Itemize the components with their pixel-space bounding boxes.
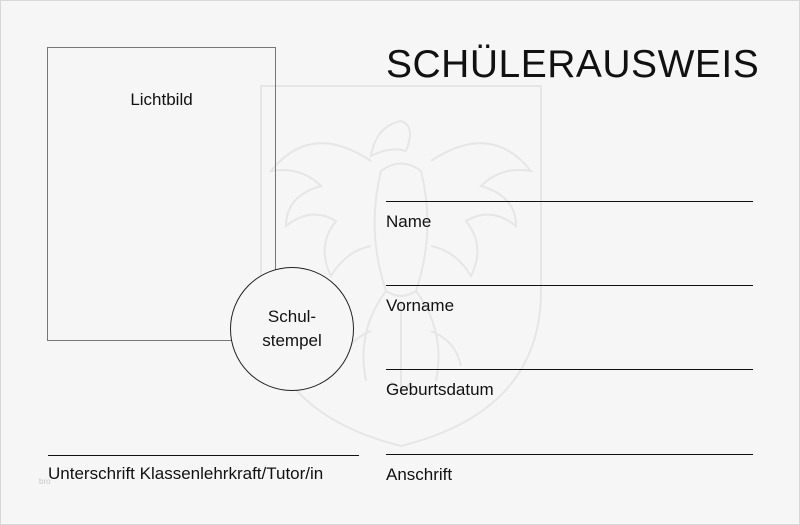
name-field-line (386, 201, 753, 202)
signature-label: Unterschrift Klassenlehrkraft/Tutor/in (48, 464, 324, 483)
corner-mark: bro (39, 477, 51, 486)
birthdate-field-line (386, 369, 753, 370)
signature-line (48, 455, 359, 456)
address-field-line (386, 454, 753, 455)
first-name-field-line (386, 285, 753, 286)
school-stamp-circle (230, 267, 354, 391)
name-field-label: Name (386, 212, 432, 231)
address-field-label: Anschrift (386, 465, 453, 484)
photo-label: Lichtbild (130, 90, 193, 109)
first-name-field-label: Vorname (386, 296, 455, 315)
page-title: SCHÜLERAUSWEIS (386, 43, 760, 86)
stamp-label-line2: stempel (262, 331, 322, 350)
birthdate-field-label: Geburtsdatum (386, 380, 494, 399)
stamp-label-line1: Schul- (267, 307, 317, 326)
